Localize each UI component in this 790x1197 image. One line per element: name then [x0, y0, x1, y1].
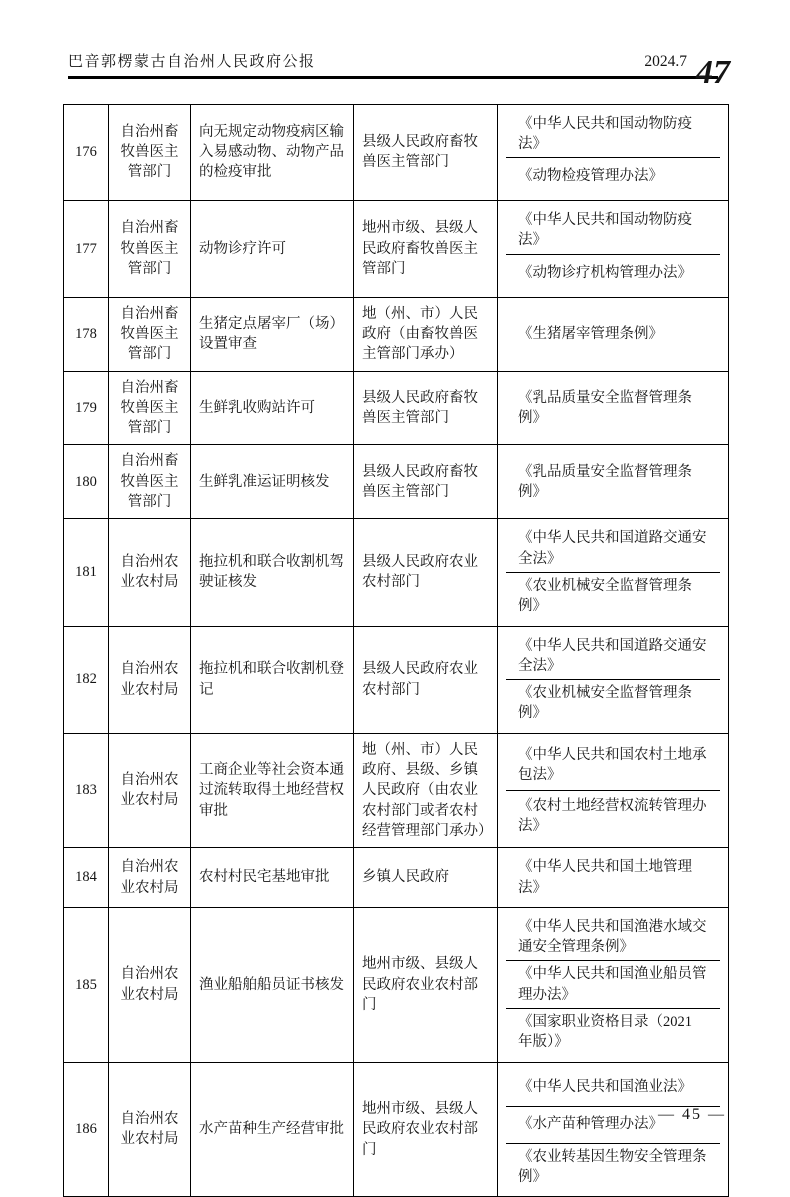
- cell-department: 自治州农业农村局: [109, 848, 191, 908]
- cell-department: 自治州农业农村局: [109, 907, 191, 1062]
- table-row: [64, 1062, 729, 1197]
- legal-basis-entry: 《国家职业资格目录（2021 年版）》: [506, 1008, 720, 1056]
- cell-implementing-authority: 地州市级、县级人民政府畜牧兽医主管部门: [354, 201, 498, 298]
- cell-row-number: 178: [64, 297, 109, 371]
- legal-basis-list: [506, 451, 720, 512]
- cell-row-number: 176: [64, 104, 109, 201]
- legal-basis-entry: 《中华人民共和国道路交通安全法》: [506, 633, 720, 680]
- cell-item-name: 动物诊疗许可: [191, 201, 354, 298]
- legal-basis-entry: 《生猪屠宰管理条例》: [506, 304, 720, 365]
- cell-row-number: 177: [64, 201, 109, 298]
- table-row: [64, 445, 729, 519]
- issue-date: 2024.7: [644, 53, 687, 76]
- legal-basis-entry: 《中华人民共和国渔业船员管理办法》: [506, 960, 720, 1008]
- legal-basis-entry: 《中华人民共和国动物防疫法》: [506, 207, 720, 254]
- cell-department: 自治州农业农村局: [109, 626, 191, 733]
- cell-department: 自治州畜牧兽医主管部门: [109, 201, 191, 298]
- cell-department: 自治州农业农村局: [109, 1062, 191, 1197]
- legal-basis-entry: 《中华人民共和国道路交通安全法》: [506, 525, 720, 572]
- cell-item-name: 生鲜乳收购站许可: [191, 371, 354, 445]
- cell-implementing-authority: 地州市级、县级人民政府农业农村部门: [354, 907, 498, 1062]
- cell-department: 自治州农业农村局: [109, 519, 191, 626]
- legal-basis-list: [506, 378, 720, 439]
- page: [0, 50, 790, 1168]
- cell-row-number: 179: [64, 371, 109, 445]
- legal-basis-list: [506, 854, 720, 901]
- cell-legal-basis: [498, 1062, 729, 1197]
- legal-basis-entry: 《中华人民共和国渔业法》: [506, 1069, 720, 1106]
- table-row: [64, 297, 729, 371]
- cell-legal-basis: [498, 519, 729, 626]
- cell-legal-basis: [498, 733, 729, 847]
- cell-item-name: 农村村民宅基地审批: [191, 848, 354, 908]
- cell-row-number: 180: [64, 445, 109, 519]
- cell-row-number: 184: [64, 848, 109, 908]
- cell-legal-basis: [498, 297, 729, 371]
- table-row: [64, 733, 729, 847]
- cell-item-name: 向无规定动物疫病区输入易感动物、动物产品的检疫审批: [191, 104, 354, 201]
- page-header: [68, 50, 730, 76]
- legal-basis-entry: 《中华人民共和国渔港水域交通安全管理条例》: [506, 914, 720, 961]
- legal-basis-list: [506, 207, 720, 291]
- cell-item-name: 水产苗种生产经营审批: [191, 1062, 354, 1197]
- legal-basis-entry: 《动物检疫管理办法》: [506, 157, 720, 194]
- cell-department: 自治州农业农村局: [109, 733, 191, 847]
- legal-basis-list: [506, 111, 720, 195]
- cell-legal-basis: [498, 104, 729, 201]
- permits-table-body: [64, 104, 729, 1197]
- cell-item-name: 渔业船舶船员证书核发: [191, 907, 354, 1062]
- legal-basis-entry: 《农业机械安全监督管理条例》: [506, 572, 720, 620]
- cell-row-number: 183: [64, 733, 109, 847]
- cell-legal-basis: [498, 201, 729, 298]
- issue-block: [644, 51, 730, 77]
- cell-item-name: 拖拉机和联合收割机登记: [191, 626, 354, 733]
- header-rule: [68, 76, 718, 79]
- cell-implementing-authority: 县级人民政府畜牧兽医主管部门: [354, 371, 498, 445]
- legal-basis-list: [506, 914, 720, 1056]
- cell-implementing-authority: 县级人民政府农业农村部门: [354, 519, 498, 626]
- table-row: [64, 626, 729, 733]
- table-row: [64, 848, 729, 908]
- page-number: — 45 —: [658, 1106, 726, 1124]
- table-row: [64, 201, 729, 298]
- cell-legal-basis: [498, 907, 729, 1062]
- cell-implementing-authority: 县级人民政府畜牧兽医主管部门: [354, 445, 498, 519]
- table-row: [64, 519, 729, 626]
- legal-basis-entry: 《乳品质量安全监督管理条例》: [506, 451, 720, 512]
- cell-department: 自治州畜牧兽医主管部门: [109, 104, 191, 201]
- legal-basis-entry: 《农业机械安全监督管理条例》: [506, 679, 720, 727]
- legal-basis-entry: 《中华人民共和国动物防疫法》: [506, 111, 720, 158]
- gazette-title: 巴音郭楞蒙古自治州人民政府公报: [68, 50, 316, 76]
- legal-basis-list: [506, 304, 720, 365]
- cell-row-number: 185: [64, 907, 109, 1062]
- cell-department: 自治州畜牧兽医主管部门: [109, 297, 191, 371]
- cell-department: 自治州畜牧兽医主管部门: [109, 371, 191, 445]
- cell-legal-basis: [498, 445, 729, 519]
- cell-implementing-authority: 地州市级、县级人民政府农业农村部门: [354, 1062, 498, 1197]
- legal-basis-entry: 《动物诊疗机构管理办法》: [506, 254, 720, 291]
- table-row: [64, 104, 729, 201]
- legal-basis-list: [506, 525, 720, 619]
- legal-basis-entry: 《乳品质量安全监督管理条例》: [506, 378, 720, 439]
- cell-implementing-authority: 乡镇人民政府: [354, 848, 498, 908]
- table-row: [64, 907, 729, 1062]
- cell-row-number: 182: [64, 626, 109, 733]
- cell-row-number: 186: [64, 1062, 109, 1197]
- legal-basis-entry: 《中华人民共和国农村土地承包法》: [506, 740, 720, 790]
- cell-implementing-authority: 县级人民政府农业农村部门: [354, 626, 498, 733]
- permits-table: [63, 104, 729, 1197]
- cell-item-name: 生猪定点屠宰厂（场）设置审查: [191, 297, 354, 371]
- cell-implementing-authority: 地（州、市）人民政府（由畜牧兽医主管部门承办）: [354, 297, 498, 371]
- legal-basis-list: [506, 1069, 720, 1191]
- table-row: [64, 371, 729, 445]
- cell-legal-basis: [498, 848, 729, 908]
- cell-item-name: 工商企业等社会资本通过流转取得土地经营权审批: [191, 733, 354, 847]
- cell-legal-basis: [498, 371, 729, 445]
- legal-basis-entry: 《农业转基因生物安全管理条例》: [506, 1143, 720, 1191]
- cell-item-name: 拖拉机和联合收割机驾驶证核发: [191, 519, 354, 626]
- legal-basis-entry: 《农村土地经营权流转管理办法》: [506, 790, 720, 841]
- cell-row-number: 181: [64, 519, 109, 626]
- issue-number: 47: [696, 60, 730, 86]
- legal-basis-entry: 《中华人民共和国土地管理法》: [506, 854, 720, 901]
- legal-basis-list: [506, 740, 720, 841]
- legal-basis-entry: 《水产苗种管理办法》: [506, 1106, 720, 1143]
- cell-legal-basis: [498, 626, 729, 733]
- cell-implementing-authority: 地（州、市）人民政府、县级、乡镇人民政府（由农业农村部门或者农村经营管理部门承办）: [354, 733, 498, 847]
- legal-basis-list: [506, 633, 720, 727]
- cell-item-name: 生鲜乳准运证明核发: [191, 445, 354, 519]
- cell-department: 自治州畜牧兽医主管部门: [109, 445, 191, 519]
- cell-implementing-authority: 县级人民政府畜牧兽医主管部门: [354, 104, 498, 201]
